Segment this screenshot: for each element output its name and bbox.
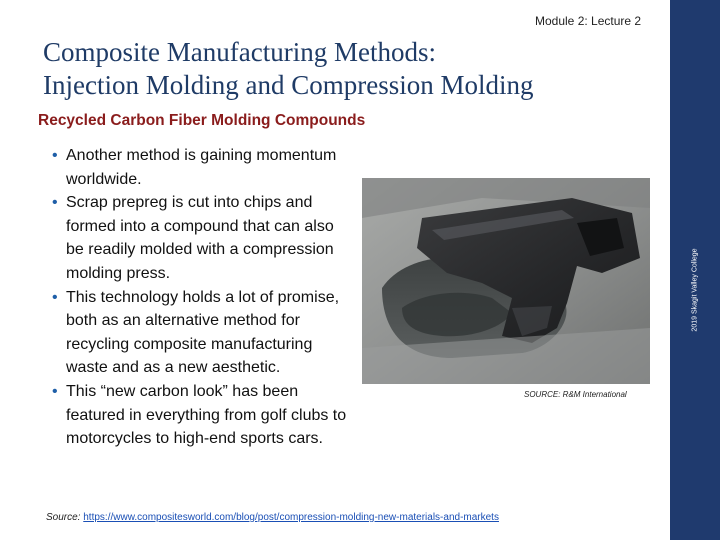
section-subtitle: Recycled Carbon Fiber Molding Compounds <box>38 112 366 129</box>
page-title <box>43 36 533 102</box>
figure-caption: SOURCE: R&M International <box>524 390 627 399</box>
bullet-list <box>52 144 352 451</box>
sidebar-band <box>670 0 720 540</box>
bullet-item <box>52 286 352 380</box>
bullet-item <box>52 144 352 191</box>
source-label: Source: <box>46 512 81 523</box>
molded-part-photo <box>362 178 650 384</box>
title-line-2: Injection Molding and Compression Molding <box>43 70 534 100</box>
title-line-1: Composite Manufacturing Methods: <box>43 37 436 67</box>
college-credit: 2019 Skagit Valley College <box>691 248 699 332</box>
bullet-item <box>52 380 352 451</box>
bullet-text: This technology holds a lot of promise, both as an alternative method for recycling composite manufacturing waste and as a new aesthetic. <box>66 288 340 377</box>
bullet-icon: • <box>52 382 58 400</box>
bullet-icon: • <box>52 288 58 306</box>
source-link[interactable]: https://www.compositesworld.com/blog/post/compression-molding-new-materials-and-markets <box>83 512 499 523</box>
module-label: Module 2: Lecture 2 <box>535 14 642 28</box>
bullet-icon: • <box>52 147 58 164</box>
bullet-item <box>52 191 352 285</box>
bullet-text: Another method is gaining momentum worldwide. <box>66 147 337 188</box>
bullet-icon: • <box>52 194 58 212</box>
source-line <box>46 512 499 523</box>
bullet-text: This “new carbon look” has been featured in everything from golf clubs to motorcycles to high-end sports cars. <box>66 382 347 448</box>
bullet-text: Scrap prepreg is cut into chips and formed into a compound that can also be readily molded with a compression molding press. <box>66 194 334 282</box>
